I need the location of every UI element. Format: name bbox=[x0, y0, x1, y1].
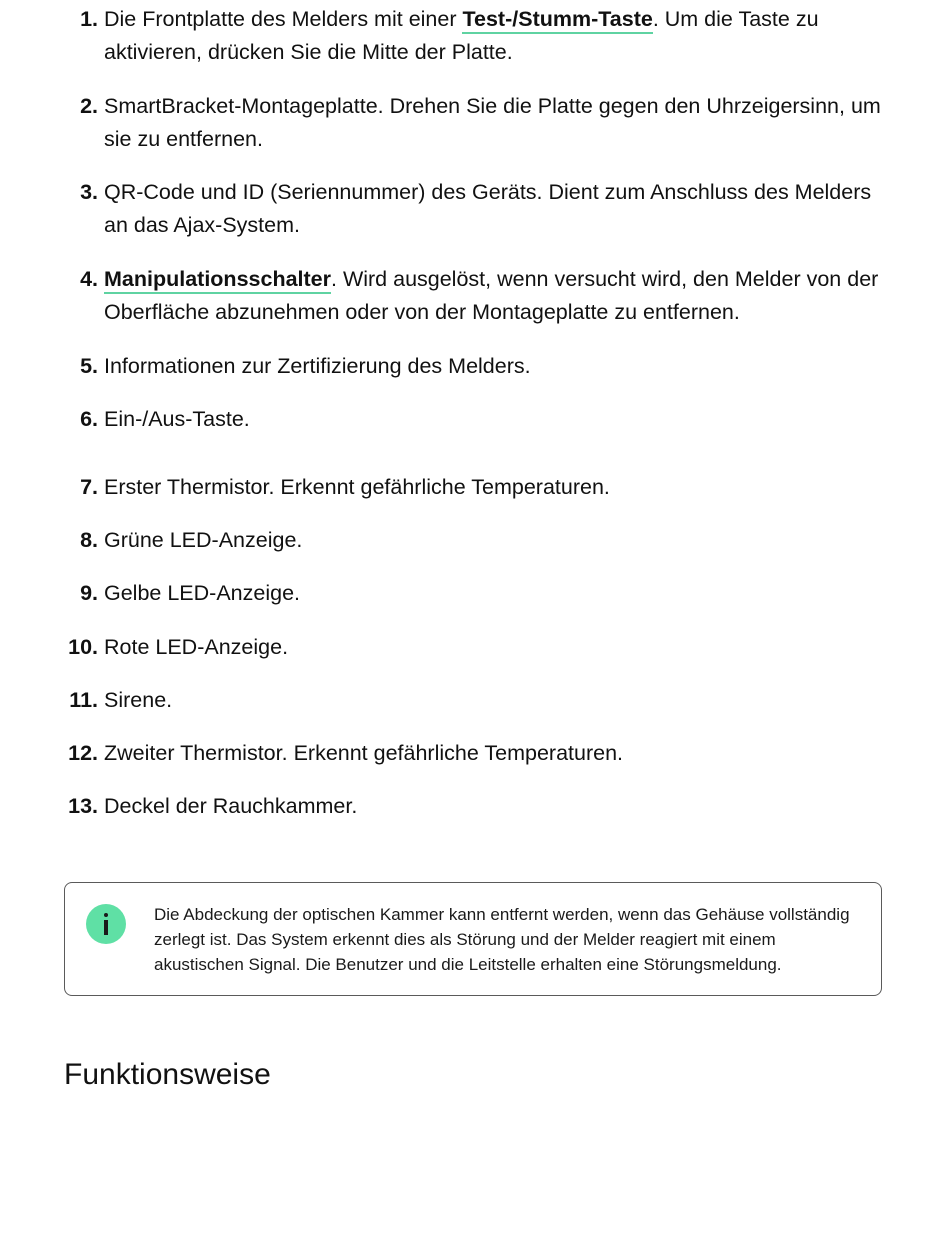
item-number: 13. bbox=[68, 794, 98, 818]
item-number: 4. bbox=[80, 267, 98, 291]
item-number: 7. bbox=[80, 475, 98, 499]
item-number: 5. bbox=[80, 354, 98, 378]
info-icon bbox=[86, 904, 126, 944]
test-mute-button-link[interactable]: Test-/Stumm-Taste bbox=[462, 7, 652, 34]
section-heading: Funktionsweise bbox=[64, 1058, 271, 1091]
item-number: 12. bbox=[68, 741, 98, 765]
item-text: Erster Thermistor. Erkennt gefährliche Temperaturen. bbox=[104, 475, 610, 499]
item-text: Die Frontplatte des Melders mit einer Test-/Stumm-Taste. Um die Taste zu aktivieren, drücken Sie die Mitte der Platte. bbox=[104, 7, 819, 64]
item-number: 6. bbox=[80, 407, 98, 431]
item-text: Informationen zur Zertifizierung des Melders. bbox=[104, 354, 531, 378]
item-number: 8. bbox=[80, 528, 98, 552]
info-note bbox=[64, 882, 882, 996]
item-number: 3. bbox=[80, 180, 98, 204]
item-number: 10. bbox=[68, 635, 98, 659]
item-text: Rote LED-Anzeige. bbox=[104, 635, 289, 659]
info-note-text: Die Abdeckung der optischen Kammer kann entfernt werden, wenn das Gehäuse vollständig zerlegt ist. Das System erkennt dies als Störung und der Melder reagiert mit einem akustischen Signal. Die Benutzer und die Leitstelle erhalten eine Störungsmeldung. bbox=[154, 905, 850, 974]
item-text: Manipulationsschalter. Wird ausgelöst, wenn versucht wird, den Melder von der Oberfläche abzunehmen oder von der Montageplatte zu entfernen. bbox=[104, 267, 879, 324]
item-number: 11. bbox=[69, 688, 98, 712]
item-text: Sirene. bbox=[104, 688, 173, 712]
item-text: Grüne LED-Anzeige. bbox=[104, 528, 303, 552]
item-text: Deckel der Rauchkammer. bbox=[104, 794, 358, 818]
item-text: Zweiter Thermistor. Erkennt gefährliche Temperaturen. bbox=[104, 741, 624, 765]
tamper-switch-link[interactable]: Manipulationsschalter bbox=[104, 267, 331, 294]
item-number: 9. bbox=[80, 581, 98, 605]
item-text: Gelbe LED-Anzeige. bbox=[104, 581, 300, 605]
item-text: QR-Code und ID (Seriennummer) des Geräts. Dient zum Anschluss des Melders an das Ajax-System. bbox=[104, 180, 872, 237]
item-text: Ein-/Aus-Taste. bbox=[104, 407, 250, 431]
item-text: SmartBracket-Montageplatte. Drehen Sie die Platte gegen den Uhrzeigersinn, um sie zu entfernen. bbox=[104, 94, 881, 151]
item-number: 2. bbox=[80, 94, 98, 118]
item-number: 1. bbox=[80, 7, 98, 31]
